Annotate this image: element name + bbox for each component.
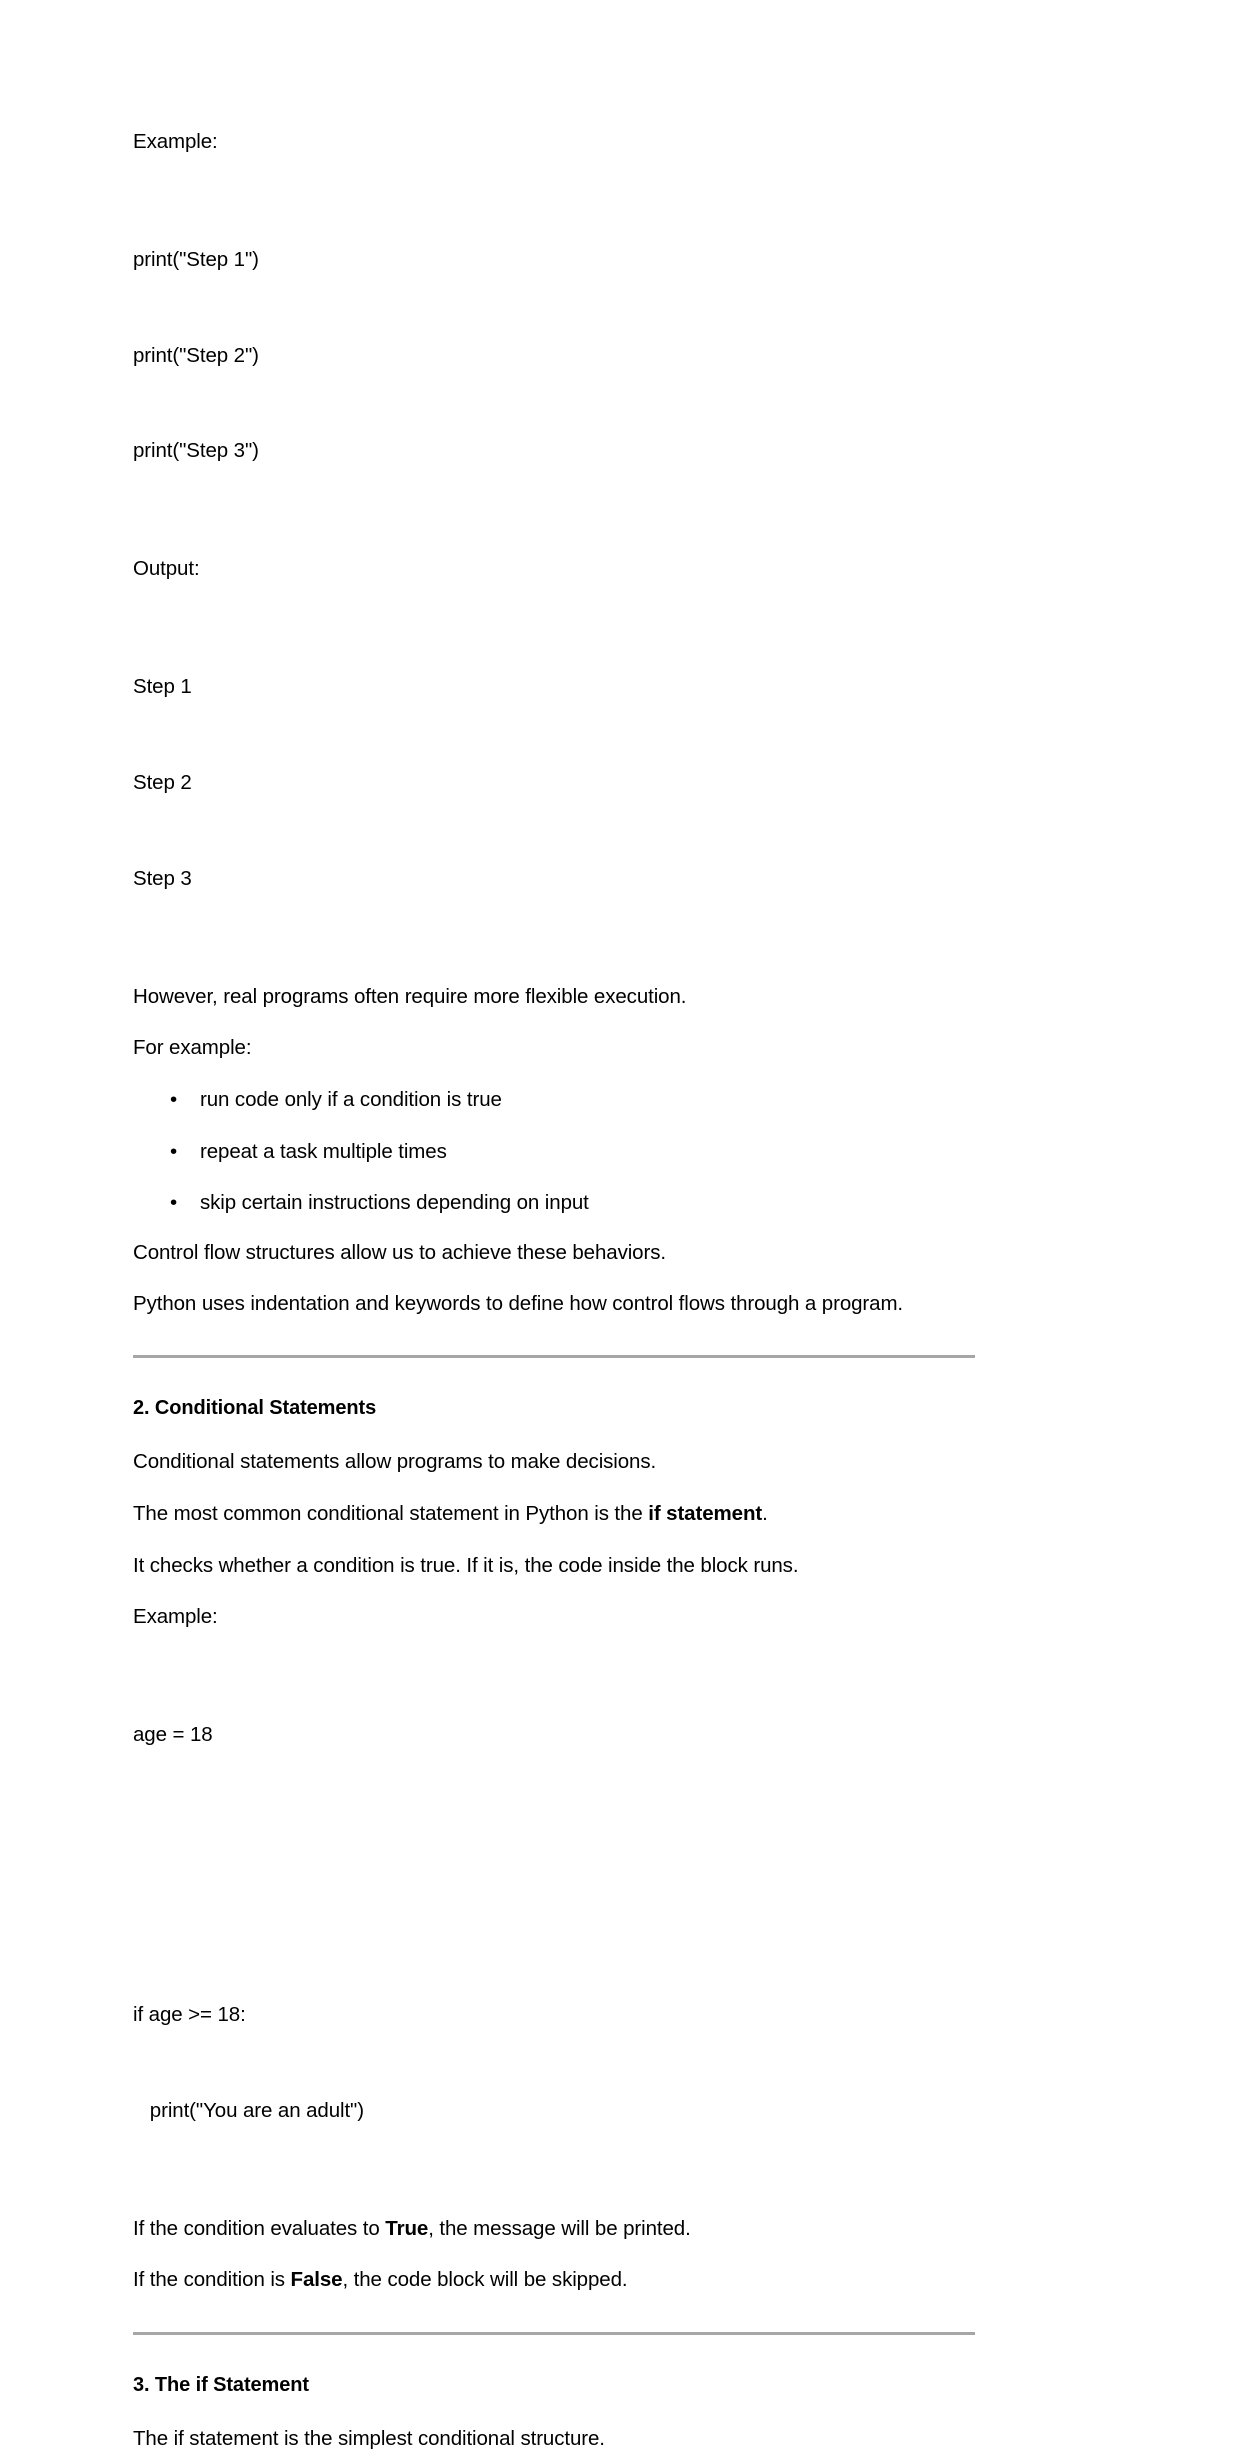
section-divider-1 xyxy=(133,1355,975,1358)
section-3-heading: 3. The if Statement xyxy=(133,2373,309,2396)
paragraph-text-after: , the message will be printed. xyxy=(428,2216,691,2240)
paragraph-text-before: If the condition is xyxy=(133,2268,291,2292)
document-content xyxy=(133,128,975,2453)
code-line: age = 18 xyxy=(133,1722,213,1746)
bullet-icon: • xyxy=(170,1139,178,1163)
code-line: print("Step 2") xyxy=(133,343,259,367)
if-statement-bold: if statement xyxy=(648,1502,763,1526)
code-line: print("You are an adult") xyxy=(133,2098,364,2122)
code-line: print("Step 3") xyxy=(133,439,259,463)
section-divider-2 xyxy=(133,2332,975,2335)
control-flow-paragraph: Control flow structures allow us to achieve these behaviors. xyxy=(133,1241,666,1265)
for-example-label: For example: xyxy=(133,1036,252,1060)
paragraph-text-before: If the condition evaluates to xyxy=(133,2216,386,2240)
paragraph-text-before: The most common conditional statement in Python is the xyxy=(133,1502,649,1526)
output-block-steps xyxy=(133,607,975,959)
bullet-icon: • xyxy=(170,1088,178,1111)
paragraph-text-after: . xyxy=(762,1502,768,1526)
benefits-bullet-list xyxy=(133,1086,975,1217)
condition-false-paragraph xyxy=(133,2266,975,2294)
list-item xyxy=(133,1189,975,1217)
list-item-label: run code only if a condition is true xyxy=(200,1088,502,1111)
example-label-2: Example: xyxy=(133,1605,218,1629)
paragraph-text-after: , the code block will be skipped. xyxy=(342,2268,628,2292)
section-2-heading: 2. Conditional Statements xyxy=(133,1397,377,1420)
indentation-paragraph: Python uses indentation and keywords to define how control flows through a program. xyxy=(133,1291,904,1315)
code-line: print("Step 1") xyxy=(133,247,259,271)
condition-true-paragraph xyxy=(133,2215,975,2243)
code-blank-line xyxy=(133,1815,975,1847)
code-line: if age >= 18: xyxy=(133,2002,246,2026)
code-block-if-statement xyxy=(133,1935,975,2191)
list-item xyxy=(133,1086,975,1114)
output-line: Step 2 xyxy=(133,770,192,794)
list-item-label: skip certain instructions depending on input xyxy=(200,1191,589,1215)
example-label-1: Example: xyxy=(133,130,218,153)
section-2-paragraph-1: Conditional statements allow programs to make decisions. xyxy=(133,1450,657,1474)
section-2-paragraph-3: It checks whether a condition is true. If it is, the code inside the block runs. xyxy=(133,1553,799,1577)
bullet-icon: • xyxy=(170,1191,178,1215)
false-bold: False xyxy=(290,2268,343,2292)
section-3-paragraph-1: The if statement is the simplest conditional structure. xyxy=(133,2426,605,2450)
list-item xyxy=(133,1138,975,1166)
section-2-paragraph-2 xyxy=(133,1500,975,1528)
output-label: Output: xyxy=(133,557,200,581)
list-item-label: repeat a task multiple times xyxy=(200,1139,447,1163)
however-paragraph: However, real programs often require more flexible execution. xyxy=(133,984,687,1008)
code-block-print-steps xyxy=(133,180,975,532)
output-line: Step 3 xyxy=(133,866,192,890)
output-line: Step 1 xyxy=(133,674,192,698)
code-block-age-assignment xyxy=(133,1655,975,1911)
true-bold: True xyxy=(385,2216,429,2240)
